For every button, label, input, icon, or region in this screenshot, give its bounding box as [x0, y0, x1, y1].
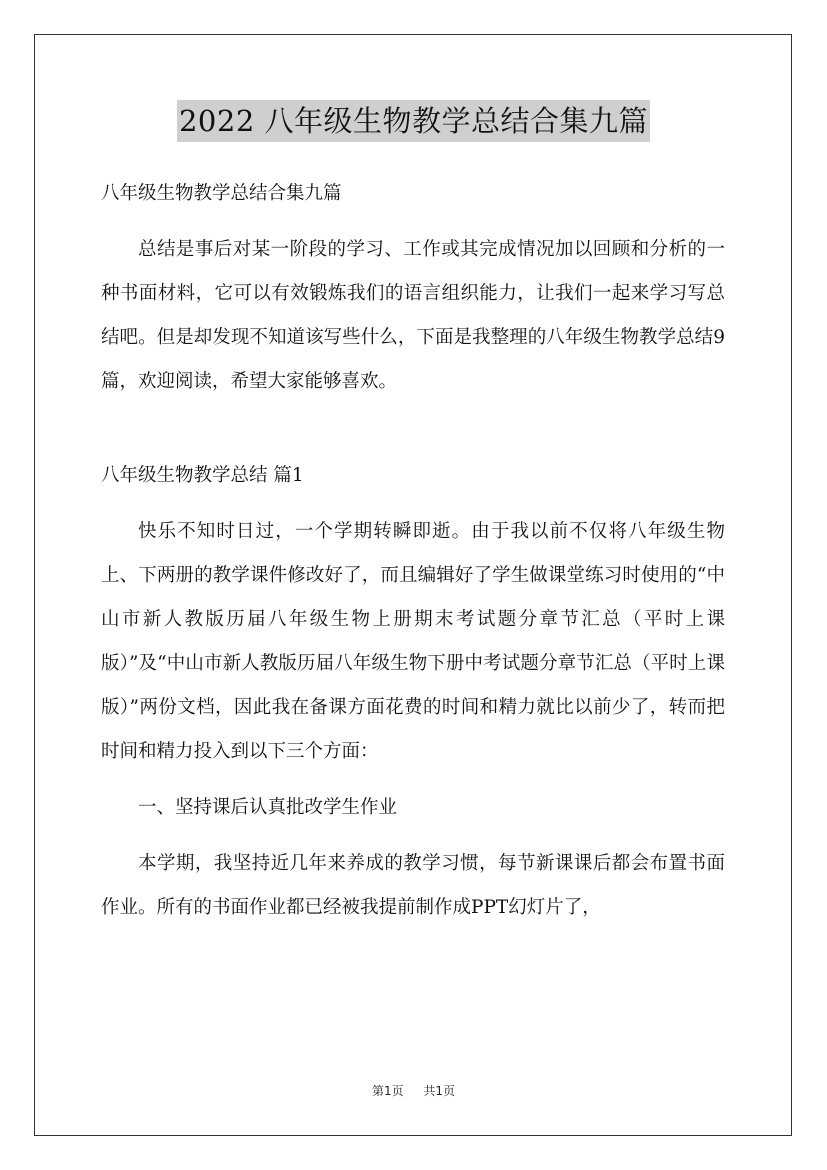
- intro-paragraph[interactable]: 总结是事后对某一阶段的学习、工作或其完成情况加以回顾和分析的一种书面材料，它可以有效锻炼我们的语言组织能力，让我们一起来学习写总结吧。但是却发现不知道该写些什么，下面是我整理的八年级生物教学总结9篇，欢迎阅读，希望大家能够喜欢。: [101, 239, 725, 392]
- document-title[interactable]: 2022 八年级生物教学总结合集九篇: [177, 100, 650, 142]
- document-body: [101, 172, 725, 930]
- section-heading[interactable]: 八年级生物教学总结 篇1: [101, 465, 304, 486]
- page-footer: [0, 1082, 827, 1099]
- page-total: 共1页: [423, 1084, 455, 1098]
- section-paragraph[interactable]: 快乐不知时日过，一个学期转瞬即逝。由于我以前不仅将八年级生物上、下两册的教学课件修改好了，而且编辑好了学生做课堂练习时使用的“中山市新人教版历届八年级生物上册期末考试题分章节汇总（平时上课版）”及“中山市新人教版历届八年级生物下册中考试题分章节汇总（平时上课版）”两份文档，因此我在备课方面花费的时间和精力就比以前少了，转而把时间和精力投入到以下三个方面：: [101, 521, 725, 762]
- subsection-heading[interactable]: 一、坚持课后认真批改学生作业: [138, 797, 398, 818]
- title-container: [0, 100, 827, 142]
- document-subtitle[interactable]: 八年级生物教学总结合集九篇: [101, 183, 342, 204]
- section-paragraph-2[interactable]: 本学期，我坚持近几年来养成的教学习惯，每节新课课后都会布置书面作业。所有的书面作业都已经被我提前制作成PPT幻灯片了，: [101, 853, 725, 918]
- page-number: 第1页: [372, 1084, 404, 1098]
